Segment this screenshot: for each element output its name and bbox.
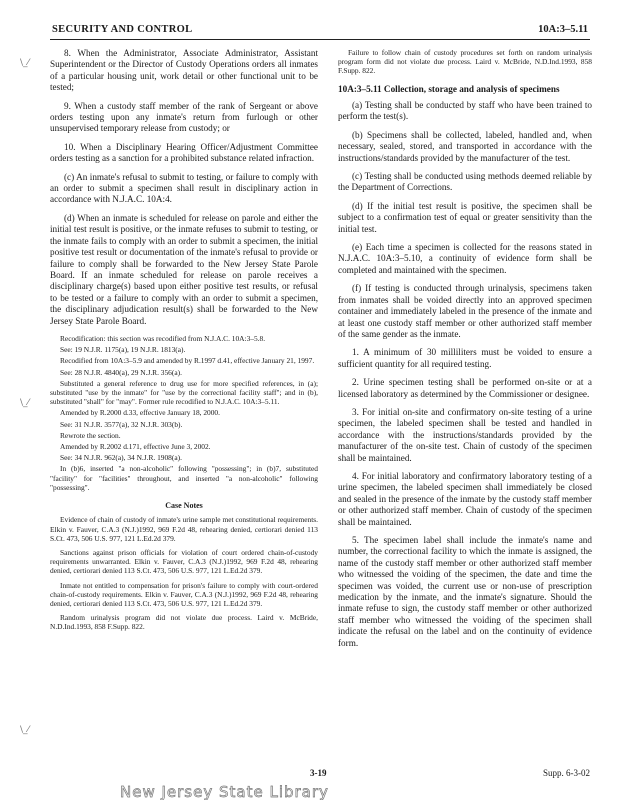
history-note: Rewrote the section. [60,430,121,440]
paragraph: 10. When a Disciplinary Hearing Officer/Adjustment Committee orders testing as a sanction for a prohibited substance related infraction. [50,141,318,164]
left-column [50,48,318,634]
history-note: Recodified from 10A:3–5.9 and amended by R.1997 d.41, effective January 21, 1997. [60,356,315,366]
running-header [50,22,590,40]
margin-mark: \_⁄ [20,398,30,408]
margin-mark: \_⁄ [20,725,30,735]
history-note: See: 28 N.J.R. 4840(a), 29 N.J.R. 356(a). [60,367,182,377]
paragraph: (e) Each time a specimen is collected for the reasons stated in N.J.A.C. 10A:3–5.10, a continuity of evidence form shall be completed and maintained with the specimen. [338,242,592,275]
case-note: Evidence of chain of custody of inmate's urine sample met constitutional requirements. Elkin v. Fauver, C.A.3 (N.J.)1992, 969 F.2d 48, rehearing denied, certiorari denied 113 S.Ct. 473, 506 U.S. 977, 121 L.Ed.2d 379. [50,515,318,543]
paragraph: (b) Specimens shall be collected, labeled, handled and, when necessary, sealed, stored, and transported in accordance with the instructions/standards provided by the manufacturer of the test. [338,129,592,163]
paragraph: 1. A minimum of 30 milliliters must be voided to ensure a sufficient quantity for all required testing. [338,347,592,369]
paragraph: (a) Testing shall be conducted by staff who have been trained to perform the test(s). [338,100,592,122]
history-note: In (b)6, inserted "a non-alcoholic" following "possessing"; in (b)7, substituted "facility" for "facilities" throughout, and inserted "a non-alcoholic" following "possessing". [50,464,318,492]
header-title: SECURITY AND CONTROL [52,24,193,35]
paragraph: 5. The specimen label shall include the inmate's name and number, the correctional facility to which the inmate is assigned, the name of the custody staff member or other authorized staff member who witnessed the voiding of the specimen, the date and time the specimen was voided, the current use or non-use of prescription medication by the inmate, and the inmate's signature. Should the inmate refuse to sign, the custody staff member or other authorized staff member who witnessed the voiding of the specimen shall indicate the refusal on the label and on the continuity of evidence form. [338,535,592,648]
history-note: See: 31 N.J.R. 3577(a), 32 N.J.R. 303(b). [60,419,183,429]
paragraph: (d) If the initial test result is positive, the specimen shall be subject to a confirmation test of equal or greater sensitivity than the initial test. [338,200,592,234]
margin-mark: \_⁄ [20,58,30,68]
library-watermark: New Jersey State Library [120,783,329,800]
history-note: See: 19 N.J.R. 1175(a), 19 N.J.R. 1813(a). [60,345,186,355]
header-section-number: 10A:3–5.11 [538,24,588,35]
page-number: 3-19 [310,768,327,778]
paragraph: (d) When an inmate is scheduled for release on parole and either the initial test result is positive, or the inmate refuses to submit to testing, or the inmate fails to comply with an order to submit a specimen, the initial positive test result or documentation of the inmate's refusal to provide or failure to comply shall be forwarded to the New Jersey State Parole Board. If an inmate scheduled for release on parole receives a disciplinary charge(s) based upon either positive test results, or refusal to be tested or a failure to comply with an order to submit a specimen, the disciplinary adjudication result(s) shall be forwarded to the New Jersey State Parole Board. [50,212,318,326]
paragraph: 9. When a custody staff member of the rank of Sergeant or above orders testing upon any inmate's return from furlough or other unsupervised temporary release from custody; or [50,100,318,134]
history-note: See: 34 N.J.R. 962(a), 34 N.J.R. 1908(a). [60,453,182,463]
history-note: Recodification: this section was recodified from N.J.A.C. 10A:3–5.8. [60,333,266,343]
paragraph: 8. When the Administrator, Associate Administrator, Assistant Superintendent or the Director of Custody Operations orders all inmates of a particular housing unit, work detail or other functional unit to be tested; [50,48,318,93]
paragraph: 3. For initial on-site and confirmatory on-site testing of a urine specimen, the labeled specimen shall be tested and handled in accordance with the instructions/standards provided by the manufacturer of the on-site test. Chain of custody of the specimen shall be maintained. [338,406,592,463]
case-note: Inmate not entitled to compensation for prison's failure to comply with court-ordered chain-of-custody requirements. Elkin v. Fauver, C.A.3 (N.J.)1992, 969 F.2d 48, rehearing denied, certiorari denied 113 S.Ct. 473, 506 U.S. 977, 121 L.Ed.2d 379. [50,580,318,609]
case-note: Failure to follow chain of custody procedures set forth on random urinalysis program form did not violate due process. Laird v. McBride, N.D.Ind.1993, 858 F.Supp. 822. [338,48,592,76]
right-column [338,48,592,656]
paragraph: (c) Testing shall be conducted using methods deemed reliable by the Department of Corrections. [338,171,592,193]
history-note: Substituted a general reference to drug use for more specified references, in (a); substituted "use by the inmate" for "use by the correctional facility staff"; and in (b), substituted "shall" for "may". Former rule recodified to N.J.A.C. 10A:3–5.11. [50,378,318,407]
case-note: Sanctions against prison officials for violation of court ordered chain-of-custody requirements unwarranted. Elkin v. Fauver, C.A.3 (N.J.)1992, 969 F.2d 48, rehearing denied, certiorari denied 113 S.Ct. 473, 506 U.S. 977, 121 L.Ed.2d 379. [50,548,318,576]
section-heading: 10A:3–5.11 Collection, storage and analysis of specimens [338,83,560,94]
paragraph: (f) If testing is conducted through urinalysis, specimens taken from inmates shall be voided directly into an approved specimen container and immediately labeled in the presence of the inmate and at least one custody staff member or other authorized staff member of the same gender as the inmate. [338,283,592,339]
paragraph: (c) An inmate's refusal to submit to testing, or failure to comply with an order to submit a specimen shall result in disciplinary action in accordance with N.J.A.C. 10A:4. [50,171,318,205]
paragraph: 4. For initial laboratory and confirmatory laboratory testing of a urine specimen, the labeled specimen shall immediately be closed and sealed in the presence of the inmate by the custody staff member or other authorized staff member. Chain of custody of the specimen shall be maintained. [338,470,592,527]
case-notes-heading: Case Notes [165,500,203,510]
supplement-date: Supp. 6-3-02 [543,768,590,778]
history-note: Amended by R.2000 d.33, effective January 18, 2000. [60,408,220,418]
paragraph: 2. Urine specimen testing shall be performed on-site or at a licensed laboratory as determined by the Commissioner or designee. [338,377,592,399]
page-footer [50,768,590,782]
case-note: Random urinalysis program did not violate due process. Laird v. McBride, N.D.Ind.1993, 858 F.Supp. 822. [50,613,318,632]
history-note: Amended by R.2002 d.171, effective June 3, 2002. [60,441,211,451]
